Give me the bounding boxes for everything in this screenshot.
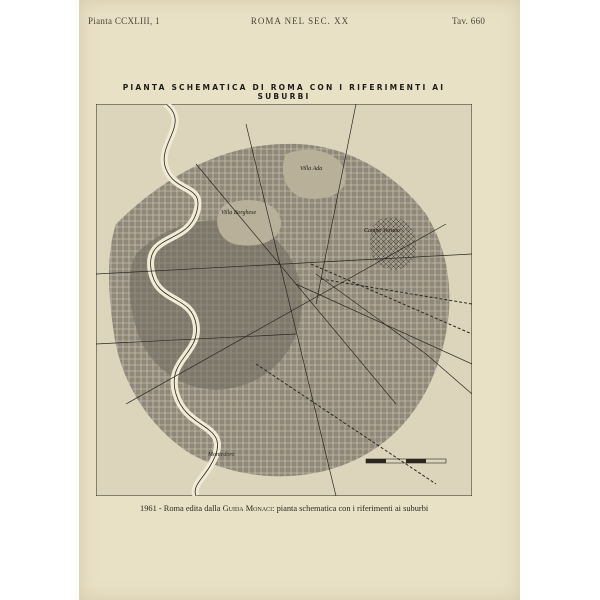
caption-text-b: : pianta schematica con i riferimenti ai suburbi bbox=[272, 504, 429, 513]
running-head-center: ROMA NEL SEC. XX bbox=[250, 16, 350, 26]
label-villa-ada: Villa Ada bbox=[300, 166, 323, 172]
running-head-left: Pianta CCXLIII, 1 bbox=[88, 16, 160, 26]
plate-title: PIANTA SCHEMATICA DI ROMA CON I RIFERIMENTI AI SUBURBI bbox=[122, 83, 446, 101]
label-montedoro: Montedoro bbox=[208, 452, 235, 458]
running-head-right: Tav. 660 bbox=[452, 16, 486, 26]
villa-borghese-park bbox=[217, 200, 281, 245]
map-plate bbox=[96, 104, 472, 496]
caption-number: 1961 bbox=[140, 504, 157, 513]
label-villa-borghese: Villa Borghese bbox=[221, 210, 257, 216]
figure-caption bbox=[140, 504, 428, 513]
caption-text-a: - Roma edita dalla bbox=[158, 504, 221, 513]
rome-map bbox=[96, 104, 472, 496]
label-campo-verano: Campo Verano bbox=[364, 228, 400, 234]
caption-guide-name: Guida Monaci bbox=[222, 504, 273, 513]
